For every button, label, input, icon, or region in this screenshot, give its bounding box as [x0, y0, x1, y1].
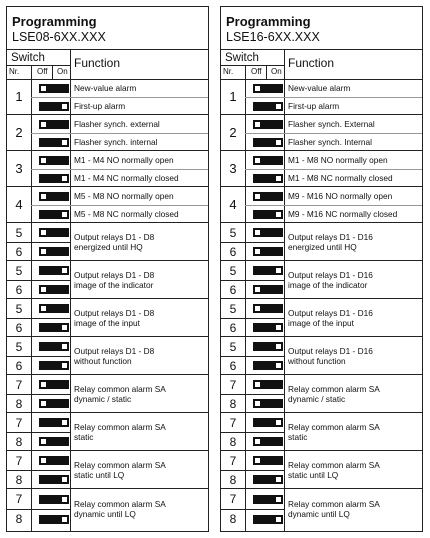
function-text: Output relays D1 - D8	[74, 308, 155, 318]
function-column-label: Function	[288, 56, 335, 70]
row-divider	[31, 97, 208, 98]
switch-number: 3	[229, 161, 237, 176]
function-text: Output relays D1 - D8	[74, 270, 155, 280]
switch-number: 7	[229, 492, 237, 506]
dip-switch-on	[39, 475, 69, 484]
function-text: M5 - M8 NO normally open	[74, 191, 174, 201]
function-text: dynamic until LQ	[288, 509, 350, 519]
function-text: M1 - M4 NC normally closed	[74, 173, 179, 183]
switch-group	[7, 299, 208, 337]
dip-switch-on	[253, 361, 283, 370]
switch-number: 6	[229, 282, 237, 297]
switch-knob	[276, 212, 281, 217]
function-text: static	[74, 432, 94, 442]
function-text: Output relays D1 - D16	[288, 308, 373, 318]
switch-knob	[255, 158, 260, 163]
table-title: Programming	[12, 14, 97, 29]
switch-knob	[62, 477, 67, 482]
dip-switch-off	[39, 285, 69, 294]
switch-number: 4	[229, 197, 237, 212]
function-text: M1 - M8 NC normally closed	[288, 173, 393, 183]
switch-knob	[41, 439, 46, 444]
nr-column-label: Nr.	[223, 67, 234, 76]
switch-knob	[255, 306, 260, 311]
switch-knob	[276, 104, 281, 109]
switch-number: 6	[229, 320, 237, 335]
function-text: static	[288, 432, 308, 442]
dip-switch-off	[39, 437, 69, 446]
dip-switch-on	[253, 102, 283, 111]
function-text: Relay common alarm SA	[74, 460, 166, 470]
switch-number: 2	[15, 125, 23, 140]
switch-number: 5	[15, 225, 23, 240]
switch-knob	[276, 477, 281, 482]
dip-switch-on	[253, 475, 283, 484]
switch-column-label: Switch	[11, 52, 45, 64]
table-header	[7, 7, 208, 50]
function-text: energized until HQ	[74, 242, 143, 252]
on-column-label: On	[57, 67, 68, 76]
dip-switch-on	[253, 323, 283, 332]
dip-switch-off	[39, 228, 69, 237]
dip-switch-on	[39, 210, 69, 219]
function-text: energized until HQ	[288, 242, 357, 252]
switch-knob	[41, 86, 46, 91]
function-text: Relay common alarm SA	[288, 422, 380, 432]
row-divider	[221, 242, 284, 243]
row-divider	[221, 470, 284, 471]
switch-group	[7, 413, 208, 451]
dip-switch-on	[253, 495, 283, 504]
switch-group	[221, 337, 422, 375]
dip-switch-on	[39, 138, 69, 147]
row-divider	[221, 356, 284, 357]
switch-number: 7	[15, 415, 23, 430]
switch-knob	[255, 287, 260, 292]
function-text: Output relays D1 - D8	[74, 232, 155, 242]
switch-knob	[255, 249, 260, 254]
dip-switch-off	[39, 120, 69, 129]
column-divider	[266, 65, 267, 79]
programming-table-lse16	[220, 6, 423, 532]
switch-group	[221, 261, 422, 299]
switch-knob	[255, 458, 260, 463]
switch-knob	[62, 325, 67, 330]
row-divider	[245, 169, 422, 170]
switch-number: 6	[15, 358, 23, 373]
function-text: Output relays D1 - D8	[74, 346, 155, 356]
switch-knob	[255, 401, 260, 406]
function-text: image of the indicator	[74, 280, 154, 290]
switch-group	[7, 337, 208, 375]
switch-knob	[255, 439, 260, 444]
switch-number: 1	[229, 89, 237, 104]
switch-number: 2	[229, 125, 237, 140]
switch-number: 6	[15, 320, 23, 335]
switch-number: 3	[15, 161, 23, 176]
dip-switch-on	[39, 102, 69, 111]
switch-knob	[276, 325, 281, 330]
switch-number: 5	[15, 301, 23, 316]
switch-number: 1	[15, 89, 23, 104]
switch-group	[221, 115, 422, 151]
switch-group	[7, 79, 208, 115]
switch-knob	[62, 497, 67, 502]
function-text: Relay common alarm SA	[74, 422, 166, 432]
dip-switch-on	[253, 138, 283, 147]
function-text: without function	[288, 356, 346, 366]
switch-number: 6	[229, 358, 237, 373]
function-column-label: Function	[74, 56, 121, 70]
switch-knob	[62, 212, 67, 217]
row-divider	[7, 356, 70, 357]
switch-group	[7, 489, 208, 529]
dip-switch-on	[253, 418, 283, 427]
switch-knob	[276, 268, 281, 273]
dip-switch-off	[39, 247, 69, 256]
function-text: M9 - M16 NC normally closed	[288, 209, 398, 219]
switch-group	[7, 375, 208, 413]
switch-knob	[255, 122, 260, 127]
function-text: Relay common alarm SA	[288, 460, 380, 470]
dip-switch-off	[253, 156, 283, 165]
switch-group	[7, 115, 208, 151]
switch-number: 8	[15, 396, 23, 411]
switch-knob	[41, 249, 46, 254]
function-text: static until LQ	[288, 470, 339, 480]
function-text: image of the indicator	[288, 280, 368, 290]
switch-knob	[41, 158, 46, 163]
switch-number: 6	[15, 244, 23, 259]
switch-column-label: Switch	[225, 52, 259, 64]
switch-group	[7, 451, 208, 489]
row-divider	[221, 318, 284, 319]
row-divider	[221, 394, 284, 395]
switch-knob	[41, 287, 46, 292]
dip-switch-off	[253, 285, 283, 294]
switch-number: 6	[229, 244, 237, 259]
dip-switch-off	[253, 380, 283, 389]
switch-number: 5	[229, 263, 237, 278]
function-text: M1 - M8 NO normally open	[288, 155, 388, 165]
function-text: Flasher synch. internal	[74, 137, 158, 147]
function-text: image of the input	[74, 318, 140, 328]
nr-column-label: Nr.	[9, 67, 20, 76]
switch-group	[7, 187, 208, 223]
function-text: New-value alarm	[288, 83, 351, 93]
dip-switch-on	[39, 515, 69, 524]
dip-switch-on	[39, 174, 69, 183]
switch-knob	[41, 458, 46, 463]
model-number: LSE16-6XX.XXX	[226, 30, 320, 44]
model-number: LSE08-6XX.XXX	[12, 30, 106, 44]
switch-group	[221, 375, 422, 413]
dip-switch-off	[253, 84, 283, 93]
switch-number: 7	[15, 453, 23, 468]
switch-knob	[41, 230, 46, 235]
dip-switch-off	[39, 156, 69, 165]
row-divider	[7, 470, 70, 471]
function-text: dynamic / static	[74, 394, 132, 404]
switch-knob	[62, 140, 67, 145]
switch-knob	[41, 382, 46, 387]
column-divider	[221, 65, 284, 66]
row-divider	[7, 280, 70, 281]
switch-number: 8	[15, 434, 23, 449]
row-divider	[221, 280, 284, 281]
dip-switch-on	[253, 342, 283, 351]
switch-group	[221, 451, 422, 489]
column-divider	[7, 65, 70, 66]
row-divider	[7, 432, 70, 433]
switch-knob	[255, 382, 260, 387]
dip-switch-off	[39, 192, 69, 201]
switch-group	[221, 151, 422, 187]
switch-number: 5	[229, 339, 237, 354]
switch-knob	[276, 344, 281, 349]
switch-number: 5	[229, 225, 237, 240]
switch-knob	[62, 420, 67, 425]
switch-number: 8	[229, 472, 237, 487]
switch-number: 7	[15, 492, 23, 506]
row-divider	[7, 394, 70, 395]
function-text: image of the input	[288, 318, 354, 328]
dip-switch-off	[253, 399, 283, 408]
dip-switch-on	[253, 174, 283, 183]
dip-switch-off	[39, 380, 69, 389]
switch-knob	[41, 306, 46, 311]
row-divider	[31, 205, 208, 206]
switch-number: 8	[15, 512, 23, 526]
switch-number: 6	[15, 282, 23, 297]
row-divider	[245, 205, 422, 206]
dip-switch-on	[39, 361, 69, 370]
switch-knob	[41, 401, 46, 406]
switch-number: 5	[229, 301, 237, 316]
function-text: without function	[74, 356, 132, 366]
row-divider	[221, 509, 284, 510]
row-divider	[245, 133, 422, 134]
switch-number: 8	[229, 396, 237, 411]
function-text: M1 - M4 NO normally open	[74, 155, 174, 165]
row-divider	[7, 318, 70, 319]
switch-knob	[62, 268, 67, 273]
dip-switch-on	[39, 495, 69, 504]
dip-switch-on	[39, 323, 69, 332]
switch-number: 7	[15, 377, 23, 392]
switch-knob	[276, 363, 281, 368]
switch-knob	[62, 344, 67, 349]
table-title: Programming	[226, 14, 311, 29]
switch-knob	[62, 517, 67, 522]
dip-switch-on	[253, 266, 283, 275]
switch-group	[7, 151, 208, 187]
switch-number: 7	[229, 415, 237, 430]
switch-knob	[276, 420, 281, 425]
function-text: dynamic / static	[288, 394, 346, 404]
function-text: First-up alarm	[288, 101, 340, 111]
switch-number: 7	[229, 377, 237, 392]
function-text: Flasher synch. External	[288, 119, 375, 129]
function-text: First-up alarm	[74, 101, 126, 111]
switch-knob	[276, 517, 281, 522]
switch-knob	[276, 176, 281, 181]
dip-switch-on	[39, 342, 69, 351]
switch-number: 5	[15, 339, 23, 354]
switch-knob	[255, 194, 260, 199]
function-text: Output relays D1 - D16	[288, 232, 373, 242]
switch-group	[221, 223, 422, 261]
function-text: M5 - M8 NC normally closed	[74, 209, 179, 219]
dip-switch-off	[253, 456, 283, 465]
switch-group	[221, 489, 422, 529]
dip-switch-off	[253, 304, 283, 313]
dip-switch-off	[39, 399, 69, 408]
function-text: Relay common alarm SA	[74, 384, 166, 394]
dip-switch-off	[39, 456, 69, 465]
row-divider	[7, 242, 70, 243]
function-text: Flasher synch. external	[74, 119, 160, 129]
switch-number: 7	[229, 453, 237, 468]
dip-switch-off	[39, 84, 69, 93]
row-divider	[31, 169, 208, 170]
table-header	[221, 7, 422, 50]
dip-switch-on	[39, 418, 69, 427]
switch-group	[221, 187, 422, 223]
dip-switch-off	[253, 120, 283, 129]
programming-table-lse08	[6, 6, 209, 532]
function-text: dynamic until LQ	[74, 509, 136, 519]
switch-knob	[276, 140, 281, 145]
switch-number: 8	[229, 512, 237, 526]
switch-knob	[41, 122, 46, 127]
function-text: M9 - M16 NO normally open	[288, 191, 393, 201]
function-text: Output relays D1 - D16	[288, 346, 373, 356]
switch-number: 8	[15, 472, 23, 487]
dip-switch-on	[253, 210, 283, 219]
switch-number: 8	[229, 434, 237, 449]
switch-knob	[276, 497, 281, 502]
column-divider	[52, 65, 53, 79]
dip-switch-off	[253, 437, 283, 446]
dip-switch-off	[253, 228, 283, 237]
function-text: New-value alarm	[74, 83, 137, 93]
function-text: Relay common alarm SA	[288, 384, 380, 394]
switch-number: 4	[15, 197, 23, 212]
off-column-label: Off	[37, 67, 48, 76]
switch-knob	[255, 86, 260, 91]
dip-switch-on	[253, 515, 283, 524]
switch-group	[7, 223, 208, 261]
function-text: Flasher synch. Internal	[288, 137, 372, 147]
dip-switch-on	[39, 266, 69, 275]
switch-knob	[255, 230, 260, 235]
switch-knob	[41, 194, 46, 199]
switch-knob	[62, 176, 67, 181]
switch-knob	[62, 363, 67, 368]
dip-switch-off	[253, 247, 283, 256]
switch-group	[221, 299, 422, 337]
dip-switch-off	[39, 304, 69, 313]
switch-group	[7, 261, 208, 299]
switch-group	[221, 79, 422, 115]
row-divider	[7, 509, 70, 510]
function-text: static until LQ	[74, 470, 125, 480]
row-divider	[245, 97, 422, 98]
function-text: Relay common alarm SA	[74, 499, 166, 509]
row-divider	[31, 133, 208, 134]
switch-number: 5	[15, 263, 23, 278]
dip-switch-off	[253, 192, 283, 201]
switch-knob	[62, 104, 67, 109]
on-column-label: On	[271, 67, 282, 76]
function-text: Output relays D1 - D16	[288, 270, 373, 280]
switch-group	[221, 413, 422, 451]
function-text: Relay common alarm SA	[288, 499, 380, 509]
off-column-label: Off	[251, 67, 262, 76]
row-divider	[221, 432, 284, 433]
